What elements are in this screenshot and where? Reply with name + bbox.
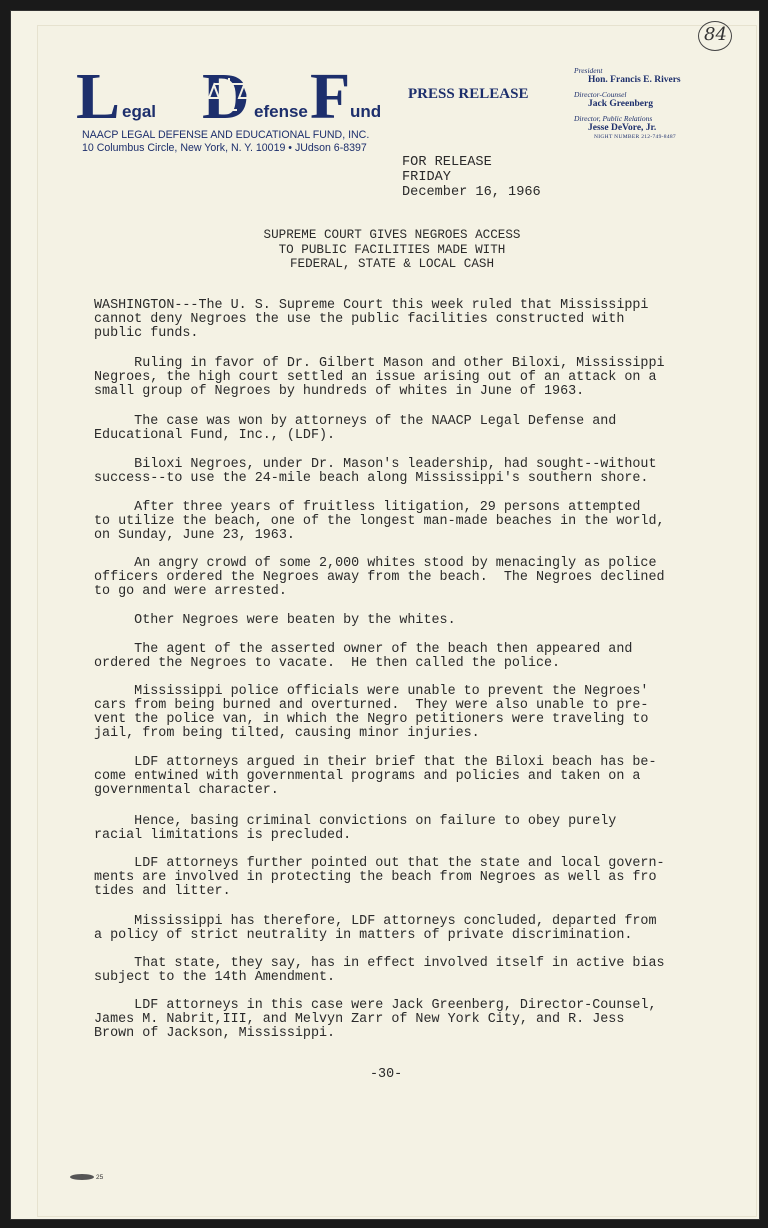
logo-word-efense: efense: [254, 102, 308, 121]
annotation-circle: [698, 21, 732, 51]
union-label-number: 25: [96, 1174, 104, 1181]
organization-block: [82, 129, 369, 155]
officer-name: Jack Greenberg: [588, 99, 653, 109]
headline-line: SUPREME COURT GIVES NEGROES ACCESS: [263, 228, 521, 242]
logo-letter-l: L: [76, 66, 121, 122]
union-label: [70, 1174, 103, 1181]
press-release-label: PRESS RELEASE: [408, 86, 529, 102]
paragraph: An angry crowd of some 2,000 whites stood by menacingly as police officers ordered the Negroes away from the beach. The Negroes declined to go and were arrested.: [94, 556, 665, 599]
logo-letter-d: D: [202, 66, 250, 122]
officer-role: Director, Public Relations: [574, 114, 653, 123]
headline-line: FEDERAL, STATE & LOCAL CASH: [289, 257, 495, 271]
paragraph: LDF attorneys argued in their brief that the Biloxi beach has be- come entwined with governmental programs and policies and taken on a governmental character.: [94, 755, 657, 798]
release-day: FRIDAY: [402, 170, 451, 185]
paragraph: Other Negroes were beaten by the whites.: [94, 613, 456, 628]
release-date: December 16, 1966: [402, 185, 541, 200]
paragraph: Biloxi Negroes, under Dr. Mason's leadership, had sought--without success--to use the 24-mile beach along Mississippi's southern shore.: [94, 457, 657, 486]
night-number-value: 212-749-8487: [641, 134, 676, 140]
night-number: [574, 134, 681, 140]
logo-word-und: und: [350, 102, 382, 121]
headline-line: TO PUBLIC FACILITIES MADE WITH: [278, 242, 506, 257]
paragraph: WASHINGTON---The U. S. Supreme Court this week ruled that Mississippi cannot deny Negroes the use the public facilities constructed with public funds.: [94, 298, 649, 341]
paragraph: The case was won by attorneys of the NAACP Legal Defense and Educational Fund, Inc., (LDF).: [94, 414, 617, 443]
handwritten-page-number: 84: [704, 24, 727, 45]
logo-letter-f: F: [310, 66, 351, 122]
paragraph: That state, they say, has in effect involved itself in active bias subject to the 14th Amendment.: [94, 956, 665, 985]
officer-role: President: [574, 66, 603, 75]
night-number-label: NIGHT NUMBER: [594, 134, 640, 140]
ldf-logo: [76, 66, 388, 122]
paragraph: Mississippi police officials were unable to prevent the Negroes' cars from being burned and overturned. They were also unable to pre- vent the police van, in which the Negro petitioners were traveling to jail, from being tilted, causing minor injuries.: [94, 684, 649, 741]
release-line: FOR RELEASE: [402, 155, 492, 170]
officer-role: Director-Counsel: [574, 90, 627, 99]
union-bug-icon: [70, 1174, 94, 1180]
release-date-block: [402, 155, 541, 200]
headline: [232, 228, 552, 272]
officers-list: [574, 66, 681, 140]
officer-name: Jesse DeVore, Jr.: [588, 123, 657, 133]
paragraph: Ruling in favor of Dr. Gilbert Mason and other Biloxi, Mississippi Negroes, the high court settled an issue arising out of an attack on a small group of Negroes by hundreds of whites in June of 1963.: [94, 356, 665, 399]
end-mark: -30-: [370, 1067, 403, 1082]
officer-name: Hon. Francis E. Rivers: [588, 75, 681, 85]
organization-name: NAACP LEGAL DEFENSE AND EDUCATIONAL FUND, INC.: [82, 129, 370, 141]
paragraph: After three years of fruitless litigation, 29 persons attempted to utilize the beach, one of the longest man-made beaches in the world, on Sunday, June 23, 1963.: [94, 500, 665, 543]
logo-word-egal: egal: [122, 102, 157, 121]
paragraph: LDF attorneys further pointed out that the state and local govern- ments are involved in protecting the beach from Negroes as well as fro tides and litter.: [94, 856, 665, 899]
paragraph: Mississippi has therefore, LDF attorneys concluded, departed from a policy of strict neutrality in matters of private discrimination.: [94, 914, 657, 943]
paragraph: Hence, basing criminal convictions on failure to obey purely racial limitations is precluded.: [94, 814, 617, 843]
paragraph: The agent of the asserted owner of the beach then appeared and ordered the Negroes to vacate. He then called the police.: [94, 642, 633, 671]
organization-address: 10 Columbus Circle, New York, N. Y. 10019 • JUdson 6-8397: [82, 142, 367, 154]
paragraph: LDF attorneys in this case were Jack Greenberg, Director-Counsel, James M. Nabrit,III, and Melvyn Zarr of New York City, and R. Jess Brown of Jackson, Mississippi.: [94, 998, 657, 1041]
